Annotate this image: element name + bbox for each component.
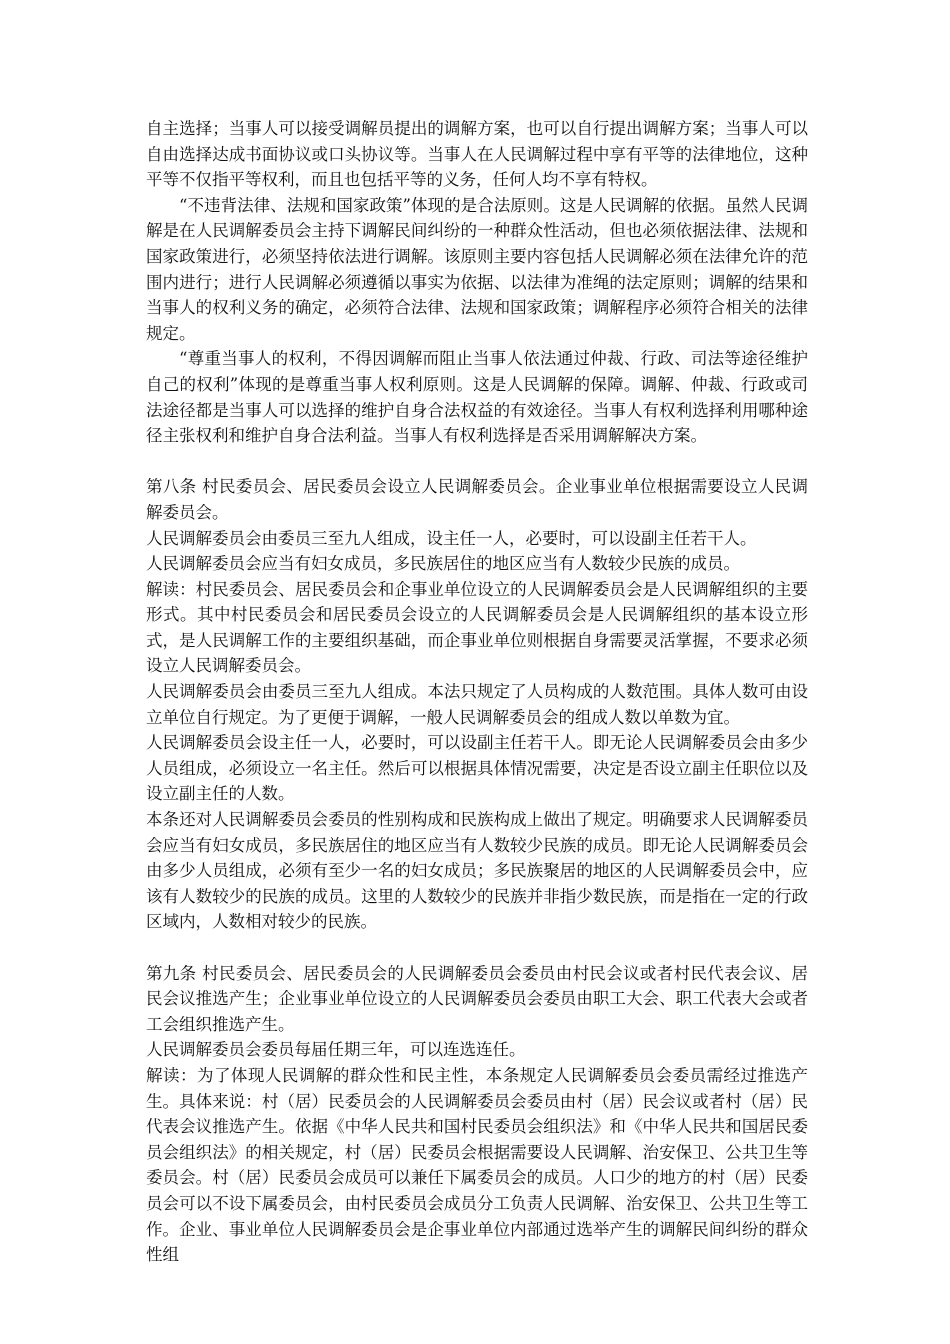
- section-spacer: [146, 449, 808, 475]
- section-spacer: [146, 935, 808, 961]
- article-8-member-count: 人民调解委员会由委员三至九人组成。本法只规定了人员构成的人数范围。具体人数可由设立单位自行规定。为了更便于调解，一般人民调解委员会的组成人数以单数为宜。: [146, 682, 808, 727]
- article-8-director: 人民调解委员会设主任一人，必要时，可以设副主任若干人。即无论人民调解委员会由多少人员组成，必须设立一名主任。然后可以根据具体情况需要，决定是否设立副主任职位以及设立副主任的人数。: [146, 733, 808, 804]
- article-8-gender-ethnicity: 本条还对人民调解委员会委员的性别构成和民族构成上做出了规定。明确要求人民调解委员会应当有妇女成员，多民族居住的地区应当有人数较少民族的成员。即无论人民调解委员会由多少人员组成，必须有至少一名的妇女成员；多民族聚居的地区的人民调解委员会中，应该有人数较少的民族的成员。这里的人数较少的民族并非指少数民族，而是指在一定的行政区域内，人数相对较少的民族。: [146, 810, 808, 932]
- paragraph-rights-principle: “尊重当事人的权利，不得因调解而阻止当事人依法通过仲裁、行政、司法等途径维护自己的权利”体现的是尊重当事人权利原则。这是人民调解的保障。调解、仲裁、行政或司法途径都是当事人可以选择的维护自身合法权益的有效途径。当事人有权利选择利用哪种途径主张权利和维护自身合法利益。当事人有权利选择是否采用调解解决方案。: [146, 349, 808, 446]
- article-9-interpretation: 解读：为了体现人民调解的群众性和民主性，本条规定人民调解委员会委员需经过推选产生。具体来说：村（居）民委员会的人民调解委员会委员由村（居）民会议或者村（居）民代表会议推选产生。依据《中华人民共和国村民委员会组织法》和《中华人民共和国居民委员会组织法》的相关规定，村（居）民委员会根据需要设人民调解、治安保卫、公共卫生等委员会。村（居）民委员会成员可以兼任下属委员会的成员。人口少的地方的村（居）民委员会可以不设下属委员会，由村民委员会成员分工负责人民调解、治安保卫、公共卫生等工作。企业、事业单位人民调解委员会是企事业单位内部通过选举产生的调解民间纠纷的群众性组: [146, 1065, 808, 1265]
- article-9-term: 人民调解委员会委员每届任期三年，可以连选连任。: [146, 1040, 526, 1060]
- article-9-heading: 第九条 村民委员会、居民委员会的人民调解委员会委员由村民会议或者村民代表会议、居民会议推选产生；企业事业单位设立的人民调解委员会委员由职工大会、职工代表大会或者工会组织推选产生。: [146, 963, 808, 1034]
- article-8-heading: 第八条 村民委员会、居民委员会设立人民调解委员会。企业事业单位根据需要设立人民调解委员会。: [146, 477, 808, 522]
- paragraph-legality-principle: “不违背法律、法规和国家政策”体现的是合法原则。这是人民调解的依据。虽然人民调解是在人民调解委员会主持下调解民间纠纷的一种群众性活动，但也必须依据法律、法规和国家政策进行，必须坚持依法进行调解。该原则主要内容包括人民调解必须在法律允许的范围内进行；进行人民调解必须遵循以事实为依据、以法律为准绳的法定原则；调解的结果和当事人的权利义务的确定，必须符合法律、法规和国家政策；调解程序必须符合相关的法律规定。: [146, 195, 808, 343]
- paragraph-principles-continued: 自主选择；当事人可以接受调解员提出的调解方案，也可以自行提出调解方案；当事人可以自由选择达成书面协议或口头协议等。当事人在人民调解过程中享有平等的法律地位，这种平等不仅指平等权利，而且也包括平等的义务，任何人均不享有特权。: [146, 119, 808, 190]
- article-8-clause-composition: 人民调解委员会应当有妇女成员，多民族居住的地区应当有人数较少民族的成员。: [146, 554, 740, 574]
- document-page: [146, 116, 808, 1268]
- article-8-clause-members: 人民调解委员会由委员三至九人组成，设主任一人，必要时，可以设副主任若干人。: [146, 528, 757, 548]
- article-8-interpretation: 解读：村民委员会、居民委员会和企事业单位设立的人民调解委员会是人民调解组织的主要形式。其中村民委员会和居民委员会设立的人民调解委员会是人民调解组织的基本设立形式，是人民调解工作的主要组织基础，而企事业单位则根据自身需要灵活掌握，不要求必须设立人民调解委员会。: [146, 579, 808, 676]
